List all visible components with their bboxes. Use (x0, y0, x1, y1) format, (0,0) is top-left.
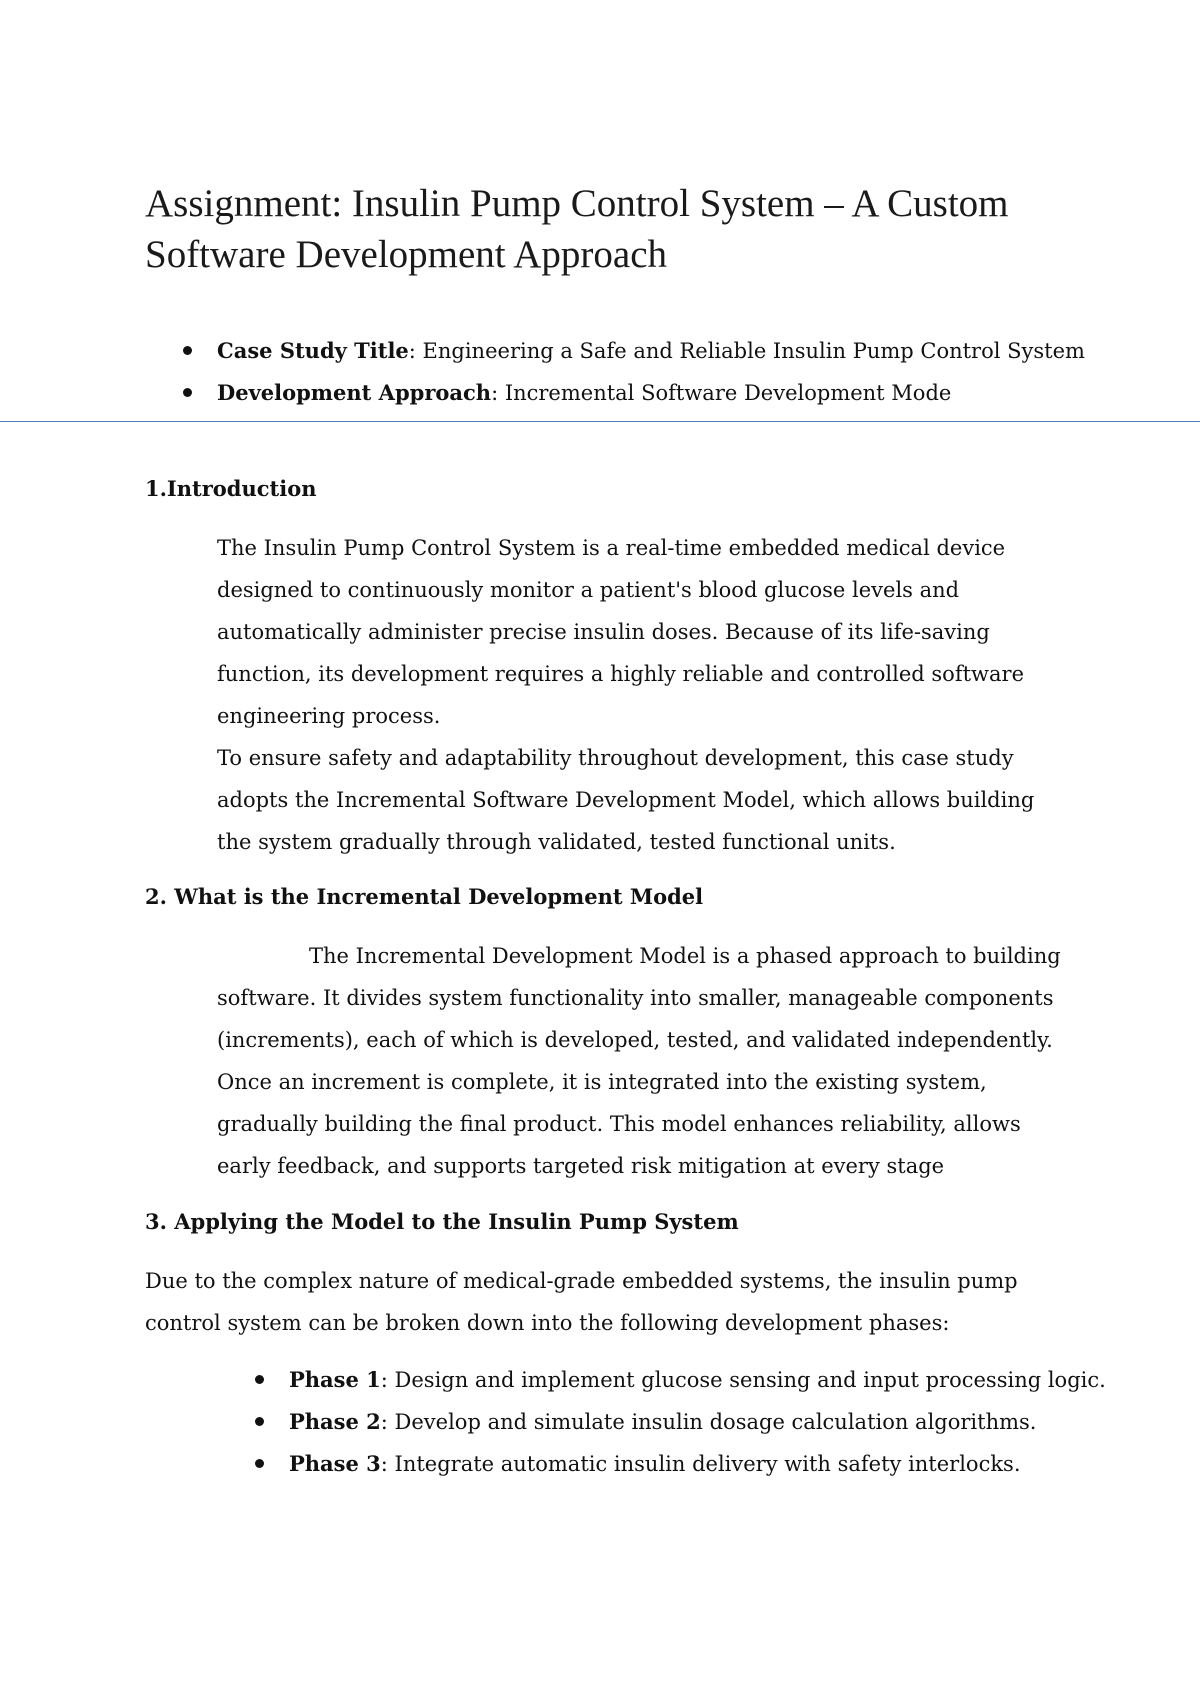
section-heading-introduction: 1.Introduction (145, 476, 317, 501)
meta-label: Case Study Title (217, 338, 409, 363)
bullet-icon (255, 1459, 264, 1468)
phase-text: : Develop and simulate insulin dosage calculation algorithms. (380, 1410, 1037, 1434)
meta-item-case-study-title (175, 330, 1085, 372)
phase-item-2 (247, 1401, 1106, 1443)
phase-label: Phase 3 (289, 1451, 381, 1476)
intro-paragraph-1: The Insulin Pump Control System is a real-time embedded medical device designed to continuously monitor a patient's blood glucose levels and automatically administer precise insulin doses. Because of its life-saving function, its development requires a highly reliable and controlled software engineering process. (217, 536, 1025, 728)
horizontal-divider (0, 421, 1200, 422)
applying-model-paragraph: Due to the complex nature of medical-grade embedded systems, the insulin pump control system can be broken down into the following development phases: (145, 1269, 1018, 1335)
meta-list (175, 330, 1085, 414)
phase-item-1 (247, 1359, 1106, 1401)
bullet-icon (255, 1375, 264, 1384)
phase-item-3 (247, 1443, 1106, 1485)
bullet-icon (183, 388, 192, 397)
phase-text: : Integrate automatic insulin delivery with safety interlocks. (380, 1452, 1021, 1476)
phase-label: Phase 1 (289, 1367, 381, 1392)
meta-item-development-approach (175, 372, 1085, 414)
meta-label: Development Approach (217, 380, 492, 405)
section-heading-applying-model: 3. Applying the Model to the Insulin Pump System (145, 1209, 739, 1234)
page-title: Assignment: Insulin Pump Control System – A Custom Software Development Approach (145, 182, 1009, 276)
phase-text: : Design and implement glucose sensing and input processing logic. (380, 1368, 1106, 1392)
meta-value: : Engineering a Safe and Reliable Insulin Pump Control System (408, 339, 1085, 363)
bullet-icon (255, 1417, 264, 1426)
incremental-model-paragraph: The Incremental Development Model is a phased approach to building software. It divides system functionality into smaller, manageable components (increments), each of which is developed, tested, and validated independently. Once an increment is complete, it is integrated into the existing system, gradually building the final product. This model enhances reliability, allows early feedback, and supports targeted risk mitigation at every stage (217, 944, 1061, 1178)
bullet-icon (183, 346, 192, 355)
section-heading-incremental-model: 2. What is the Incremental Development Model (145, 884, 704, 909)
meta-value: : Incremental Software Development Mode (491, 381, 952, 405)
intro-paragraph-2: To ensure safety and adaptability throughout development, this case study adopts the Incremental Software Development Model, which allows building the system gradually through validated, tested functional units. (217, 746, 1035, 854)
phase-label: Phase 2 (289, 1409, 381, 1434)
phase-list (247, 1359, 1106, 1485)
